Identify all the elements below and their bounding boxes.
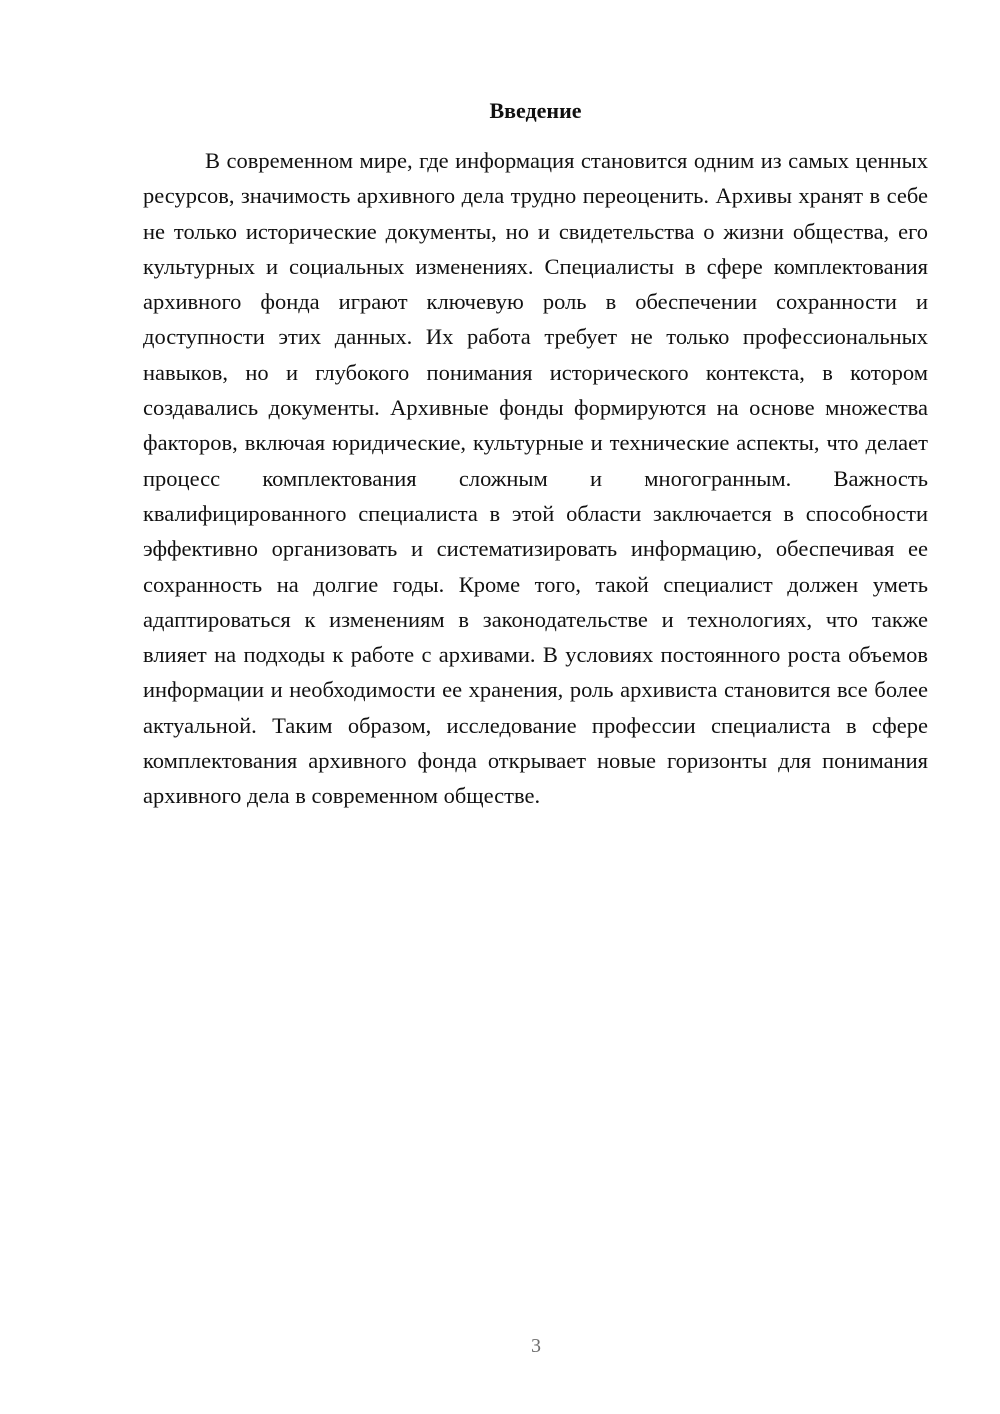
body-paragraph: В современном мире, где информация становится одним из самых ценных ресурсов, значимость архивного дела трудно переоценить. Архивы хранят в себе не только исторические документы, но и свидетельства о жизни общества, его культурных и социальных изменениях. Специалисты в сфере комплектования архивного фонда играют ключевую роль в обеспечении сохранности и доступности этих данных. Их работа требует не только профессиональных навыков, но и глубокого понимания исторического контекста, в котором создавались документы. Архивные фонды формируются на основе множества факторов, включая юридические, культурные и технические аспекты, что делает процесс комплектования сложным и многогранным. Важность квалифицированного специалиста в этой области заключается в способности эффективно организовать и систематизировать информацию, обеспечивая ее сохранность на долгие годы. Кроме того, такой специалист должен уметь адаптироваться к изменениям в законодательстве и технологиях, что также влияет на подходы к работе с архивами. В условиях постоянного роста объемов информации и необходимости ее хранения, роль архивиста становится все более актуальной. Таким образом, исследование профессии специалиста в сфере комплектования архивного фонда открывает новые горизонты для понимания архивного дела в современном обществе. — [143, 148, 928, 809]
section-heading: Введение — [489, 98, 582, 123]
page-number: 3 — [531, 1335, 541, 1357]
